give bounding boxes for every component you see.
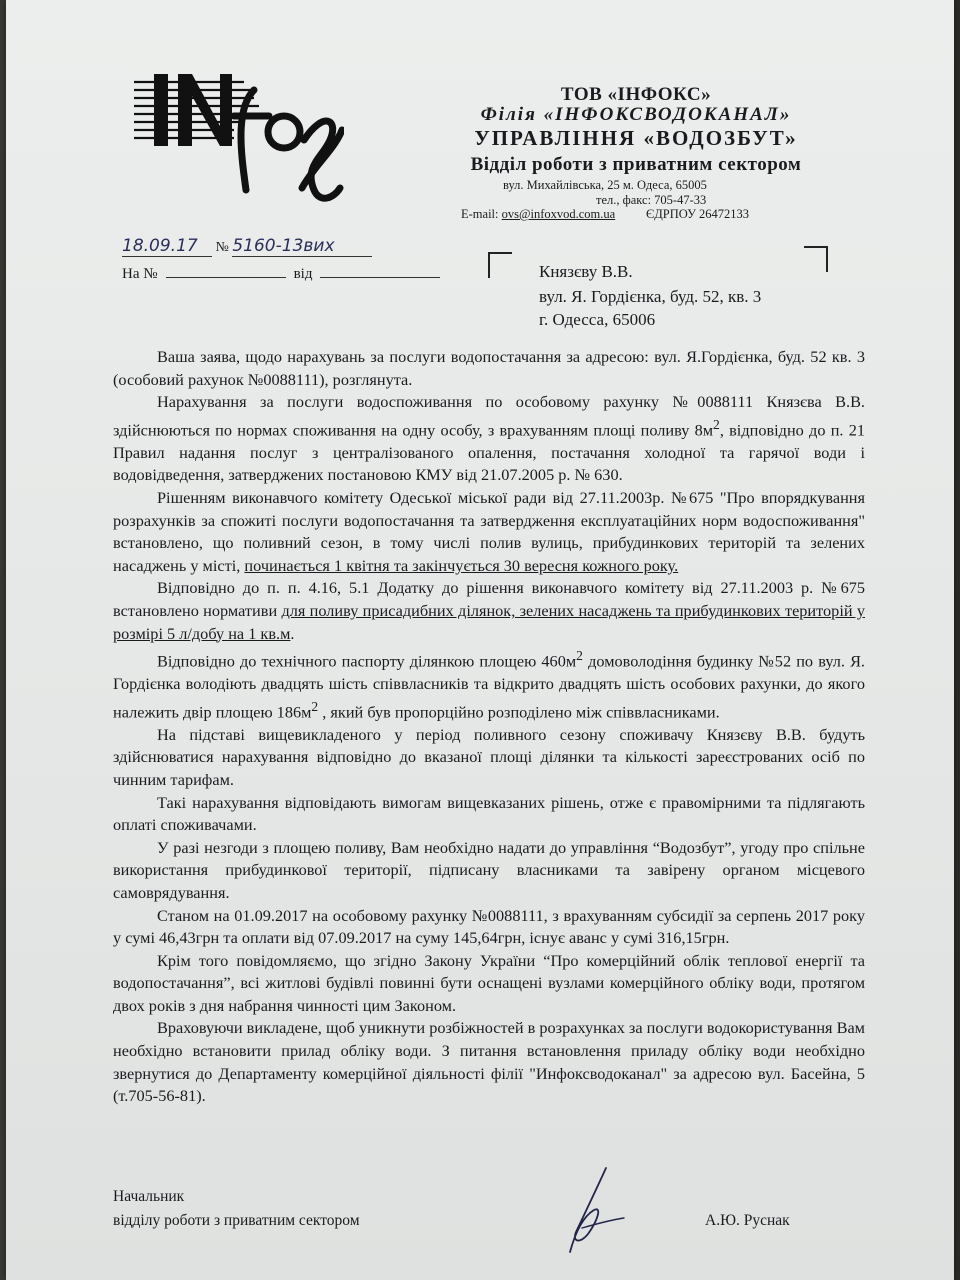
company-address: вул. Михайлівська, 25 м. Одеса, 65005 [503,178,707,192]
paragraph-2: Нарахування за послуги водоспоживання по особовому рахунку №0088111 Князєва В.В. здійснюються по нормах споживання на одну особу, з врахуванням площі поливу $8м^2$, відповідно до п. 21 Правил надання послуг з централізованого опалення, постачання холодної та гарячої води і водовідведення, затверджених постановою КМУ від 21.07.2005 р. № 630. [113,392,865,485]
company-name: ТОВ «ІНФОКС» [560,84,712,105]
department-name: УПРАВЛІННЯ «ВОДОЗБУТ» [474,126,798,150]
reply-number-blank [166,277,286,278]
recipient-city: г. Одесса, 65006 [539,310,656,329]
letter-page [6,0,954,1280]
company-logo [134,70,344,220]
signatory-name: А.Ю. Руснак [705,1212,790,1229]
paragraph-8: У разі незгоди з площею поливу, Вам необхідно надати до управління “Водозбут”, угоду про спільне використання прибудинкової території, підписану власниками та завірену органом місцевого самоврядування. [113,837,865,902]
email-label: E-mail: [461,207,499,221]
paragraph-3: Рішенням виконавчого комітету Одеської міської ради від 27.11.2003р. №675 "Про впорядкування розрахунків за спожиті послуги водопостачання та затвердження експлуатаційних норм водоспоживання" встановлено, що поливний сезон, в тому числі полив вулиць, прибудинкових територій та зелених насаджень у місті, починається 1 квітня та закінчується 30 вересня кожного року. [113,487,865,575]
signatory-title-line1: Начальник [113,1188,185,1205]
letter-body [113,346,865,1108]
paragraph-4: Відповідно до п. п. 4.16, 5.1 Додатку до рішення виконавчого комітету від 27.11.2003 р. №675 встановлено нормативи для поливу присадибних ділянок, зелених насаджень та прибудинкових територій у розмірі 5 л/добу на 1 кв.м. [113,578,865,643]
registration-date: 18.09.17 [122,236,212,257]
paragraph-1: Ваша заява, щодо нарахувань за послуги водопостачання за адресою: вул. Я.Гордієнка, буд. 52 кв. 3 (особовий рахунок №0088111), розглянута. [113,347,865,389]
reply-date-blank [320,277,440,278]
division-name: Відділ роботи з приватним сектором [470,154,802,175]
paragraph-9: Станом на 01.09.2017 на особовому рахунку №0088111, з врахуванням субсидії за серпень 2017 року у сумі 46,43грн та оплати від 07.09.2017 на суму 145,64грн, існує аванс у сумі 316,15грн. [113,905,865,948]
reply-registration [122,266,440,283]
outgoing-registration [122,236,372,257]
from-label: від [293,266,313,282]
paragraph-5: Відповідно до технічного паспорту ділянкою площею $460м^2$ домоволодіння будинку №52 по вул. Я. Гордієнка володіють двадцять шість співвласників та відкрито двадцять шість особових рахунки, до якого належить двір площею $186м^2$ , який був пропорційно розподілено між співвласниками. [113,648,865,722]
paragraph-11: Враховуючи викладене, щоб уникнути розбіжностей в розрахунках за послуги водокористування Вам необхідно встановити прилад обліку води. З питання встановлення приладу обліку води необхідно звернутися до Департаменту комерційної діяльності філії "Инфоксводоканал" за адресою вул. Басейна, 5 (т.705-56-81). [113,1018,865,1106]
paragraph-6: На підставі вищевикладеного у період поливного сезону споживачу Князєву В.В. будуть здійснюватися нарахування відповідно до вказаної площі ділянки та кількості зареєстрованих осіб по чинним тарифам. [113,724,865,789]
company-edrpou: ЄДРПОУ 26472133 [646,207,750,221]
reply-label: На № [122,266,158,282]
company-phone: тел., факс: 705-47-33 [596,193,707,207]
paragraph-7: Такі нарахування відповідають вимогам вищевказаних рішень, отже є правомірними та підлягають оплаті споживачами. [113,792,865,835]
address-bracket-right [804,246,828,272]
number-label: № [215,240,229,255]
registration-number: 5160-13вих [232,236,372,257]
company-email [461,207,615,222]
branch-name: Філія «ІНФОКСВОДОКАНАЛ» [480,104,792,125]
address-bracket-left [488,252,512,278]
signatory-title-line2: відділу роботи з приватним сектором [113,1212,360,1229]
handwritten-signature [536,1160,656,1260]
paragraph-10: Крім того повідомляємо, що згідно Закону України “Про комерційний облік теплової енергії та водопостачання”, всі житлові будівлі повинні бути оснащені вузлами комерційного обліку води, протягом двох років з дня набрання чинності цим Законом. [113,950,865,1015]
email-link[interactable]: ovs@infoxvod.com.ua [501,207,616,221]
recipient-name: Князєву В.В. [539,262,633,281]
recipient-street: вул. Я. Гордієнка, буд. 52, кв. 3 [539,287,762,306]
